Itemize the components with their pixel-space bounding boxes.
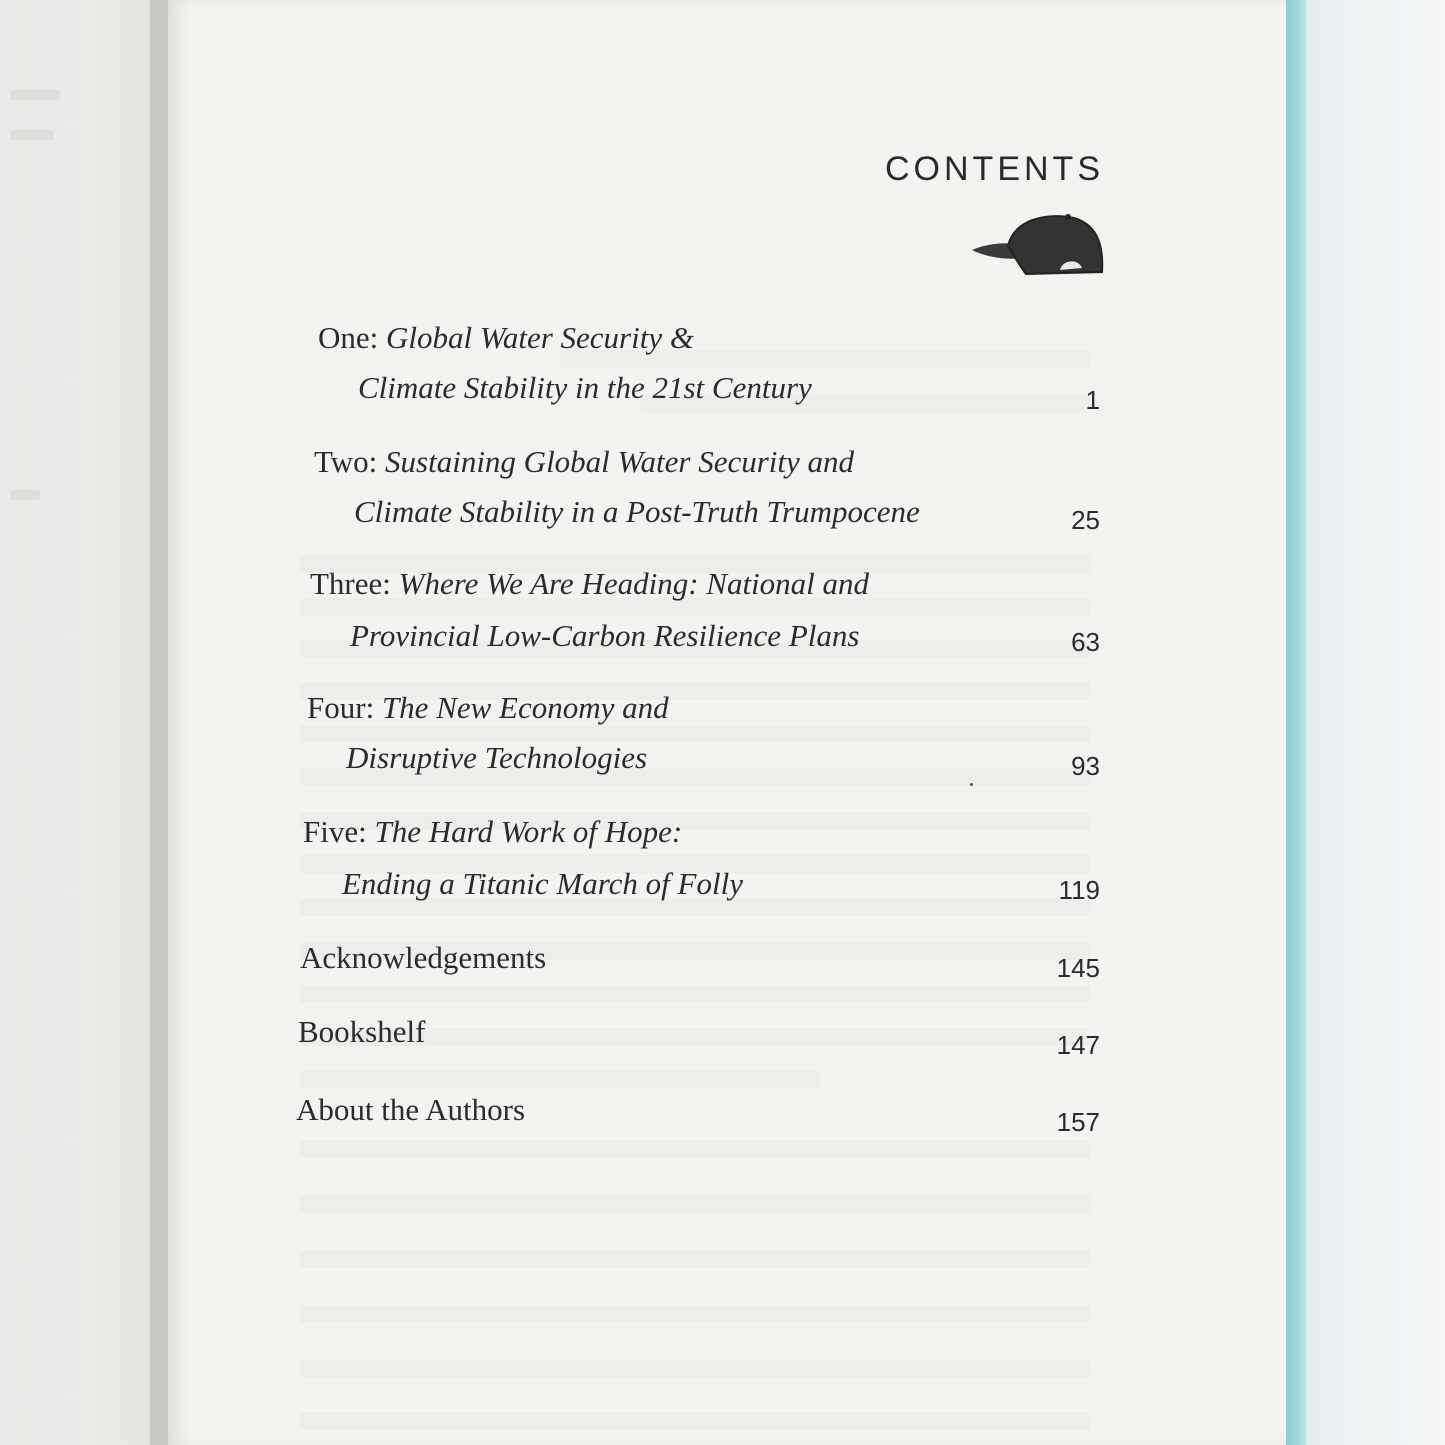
show-through-mark — [10, 490, 40, 500]
page-number: 157 — [1056, 1107, 1100, 1137]
book-cover-edge — [1286, 0, 1306, 1445]
chapter-title-line: Climate Stability in the 21st Century — [358, 370, 812, 405]
toc-entry-about-the-authors[interactable]: About the Authors — [296, 1092, 526, 1127]
chapter-title-line: Global Water Security & — [386, 320, 694, 355]
chapter-title-line: Climate Stability in a Post-Truth Trumpocene — [354, 494, 920, 529]
chapter-title-line: The Hard Work of Hope: — [374, 814, 683, 849]
toc-entry-acknowledgements[interactable]: Acknowledgements — [300, 940, 547, 975]
page-gutter-shadow — [150, 0, 190, 1445]
page-number: 145 — [1056, 953, 1100, 983]
show-through-mark — [300, 1360, 1090, 1378]
chapter-number: Two: — [314, 444, 378, 479]
chapter-title-line: The New Economy and — [381, 690, 669, 725]
chapter-title-line: Disruptive Technologies — [346, 740, 648, 775]
left-facing-page — [0, 0, 168, 1445]
chapter-number: Three: — [310, 566, 391, 601]
page-number: 25 — [1071, 505, 1100, 535]
page-number: 147 — [1056, 1030, 1100, 1060]
chapter-title-line: Ending a Titanic March of Folly — [342, 866, 743, 901]
page-number: 119 — [1058, 875, 1100, 905]
toc-entry-bookshelf[interactable]: Bookshelf — [298, 1014, 426, 1049]
show-through-mark — [300, 1140, 1090, 1158]
show-through-mark — [300, 1250, 1090, 1268]
show-through-mark — [10, 90, 60, 100]
show-through-mark — [300, 1195, 1090, 1213]
show-through-mark — [300, 1070, 820, 1088]
contents-heading: CONTENTS — [885, 150, 1104, 188]
page-number: 63 — [1071, 627, 1100, 657]
baseball-cap-icon — [968, 208, 1108, 288]
paper-speck — [970, 783, 973, 786]
chapter-number: One: — [318, 320, 379, 355]
chapter-number: Five: — [303, 814, 367, 849]
show-through-mark — [300, 1305, 1090, 1323]
chapter-title-line: Sustaining Global Water Security and — [385, 444, 855, 479]
chapter-title-line: Where We Are Heading: National and — [398, 566, 870, 601]
show-through-mark — [10, 130, 54, 140]
chapter-title-line: Provincial Low-Carbon Resilience Plans — [350, 618, 860, 653]
show-through-mark — [300, 985, 1090, 1003]
background-surface — [1306, 0, 1445, 1445]
page-number: 1 — [1085, 385, 1100, 415]
chapter-number: Four: — [307, 690, 375, 725]
page-number: 93 — [1071, 751, 1100, 781]
show-through-mark — [300, 1412, 1090, 1430]
